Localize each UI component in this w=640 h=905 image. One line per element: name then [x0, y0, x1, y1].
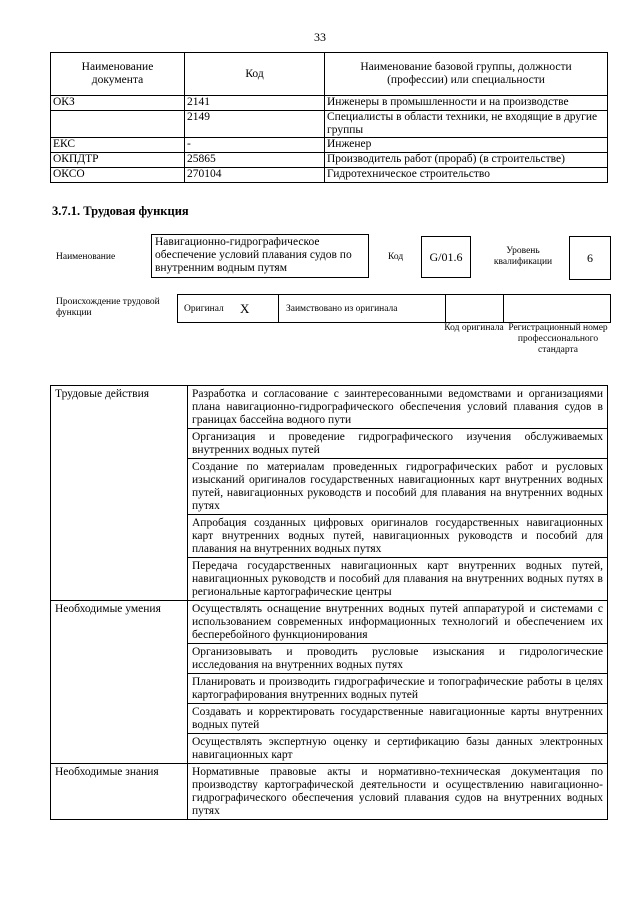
- table-row: [51, 601, 608, 644]
- cell-doc: ЕКС: [51, 138, 185, 153]
- table-row: [51, 153, 608, 168]
- labor-action-item: Организация и проведение гидрографического изучения обслуживаемых внутренних водных путей: [188, 429, 608, 459]
- knowledge-label: Необходимые знания: [51, 764, 188, 820]
- level-box: 6: [569, 236, 611, 280]
- original-label: Оригинал: [184, 304, 224, 314]
- function-code-box: G/01.6: [421, 236, 471, 278]
- header-document: Наименование документа: [51, 53, 185, 96]
- origin-label: Происхождение трудовой функции: [56, 297, 160, 318]
- cell-doc: ОКПДТР: [51, 153, 185, 168]
- name-label: Наименование: [56, 252, 116, 262]
- cell-name: Производитель работ (прораб) (в строительстве): [325, 153, 608, 168]
- header-name: Наименование базовой группы, должности (профессии) или специальности: [325, 53, 608, 96]
- cell-code: 270104: [185, 168, 325, 183]
- section-title: 3.7.1. Трудовая функция: [52, 204, 189, 218]
- code-original-label: Код оригинала: [444, 323, 504, 333]
- header-code: Код: [185, 53, 325, 96]
- original-mark: X: [240, 301, 250, 316]
- divider: [278, 295, 279, 322]
- skill-item: Создавать и корректировать государственные навигационные карты внутренних водных путей: [188, 704, 608, 734]
- cell-doc: ОКСО: [51, 168, 185, 183]
- cell-code: 25865: [185, 153, 325, 168]
- labor-action-item: Разработка и согласование с заинтересованными ведомствами и организациями плана навигационно-гидрографического обеспечения условий плавания судов в границах бассейна водного пути: [188, 386, 608, 429]
- cell-name: Специалисты в области техники, не входящие в другие группы: [325, 111, 608, 138]
- cell-name: Гидротехническое строительство: [325, 168, 608, 183]
- reg-number-label: Регистрационный номер профессионального стандарта: [508, 323, 608, 355]
- cell-code: 2141: [185, 96, 325, 111]
- cell-code: -: [185, 138, 325, 153]
- divider: [445, 295, 446, 322]
- origin-box: [177, 294, 611, 323]
- divider: [503, 295, 504, 322]
- classification-table: [50, 52, 608, 183]
- labor-action-item: Передача государственных навигационных карт внутренних водных путей, навигационных руководств и пособий для плавания на внутренних водных путях в региональные картографические центры: [188, 558, 608, 601]
- labor-action-item: Апробация созданных цифровых оригиналов государственных навигационных карт внутренних водных путей, навигационных руководств и пособий для плавания на внутренних водных путях: [188, 515, 608, 558]
- table-row: [51, 168, 608, 183]
- cell-code: 2149: [185, 111, 325, 138]
- code-label: Код: [388, 252, 404, 262]
- skill-item: Осуществлять экспертную оценку и сертификацию базы данных электронных навигационных карт: [188, 734, 608, 764]
- cell-doc: [51, 111, 185, 138]
- labor-actions-label: Трудовые действия: [51, 386, 188, 601]
- cell-name: Инженер: [325, 138, 608, 153]
- table-row: [51, 111, 608, 138]
- labor-function-table: [50, 385, 608, 820]
- skill-item: Планировать и производить гидрографические и топографические работы в целях картографирования внутренних водных путей: [188, 674, 608, 704]
- page-number: 33: [314, 30, 326, 44]
- table-row: [51, 96, 608, 111]
- table-row: [51, 386, 608, 429]
- function-name-box: Навигационно-гидрографическое обеспечение условий плавания судов по внутренним водным путям: [151, 234, 369, 278]
- cell-doc: ОКЗ: [51, 96, 185, 111]
- level-label: Уровень квалификации: [493, 246, 553, 267]
- borrowed-label: Заимствовано из оригинала: [286, 304, 398, 314]
- skill-item: Осуществлять оснащение внутренних водных путей аппаратурой и системами с использованием современных информационных технологий и обеспечением их бесперебойного функционирования: [188, 601, 608, 644]
- table-row: [51, 764, 608, 820]
- knowledge-item: Нормативные правовые акты и нормативно-техническая документация по производству картографической деятельности и осуществлению навигационно-гидрографического обеспечения условий плавания судов на внутренних водных путях: [188, 764, 608, 820]
- skills-label: Необходимые умения: [51, 601, 188, 764]
- cell-name: Инженеры в промышленности и на производстве: [325, 96, 608, 111]
- labor-action-item: Создание по материалам проведенных гидрографических работ и русловых изысканий оригиналов государственных навигационных карт внутренних водных путей, навигационных руководств и пособий для плавания на внутренних водных путях: [188, 459, 608, 515]
- table-row: [51, 138, 608, 153]
- skill-item: Организовывать и проводить русловые изыскания и гидрологические исследования на внутренних водных путях: [188, 644, 608, 674]
